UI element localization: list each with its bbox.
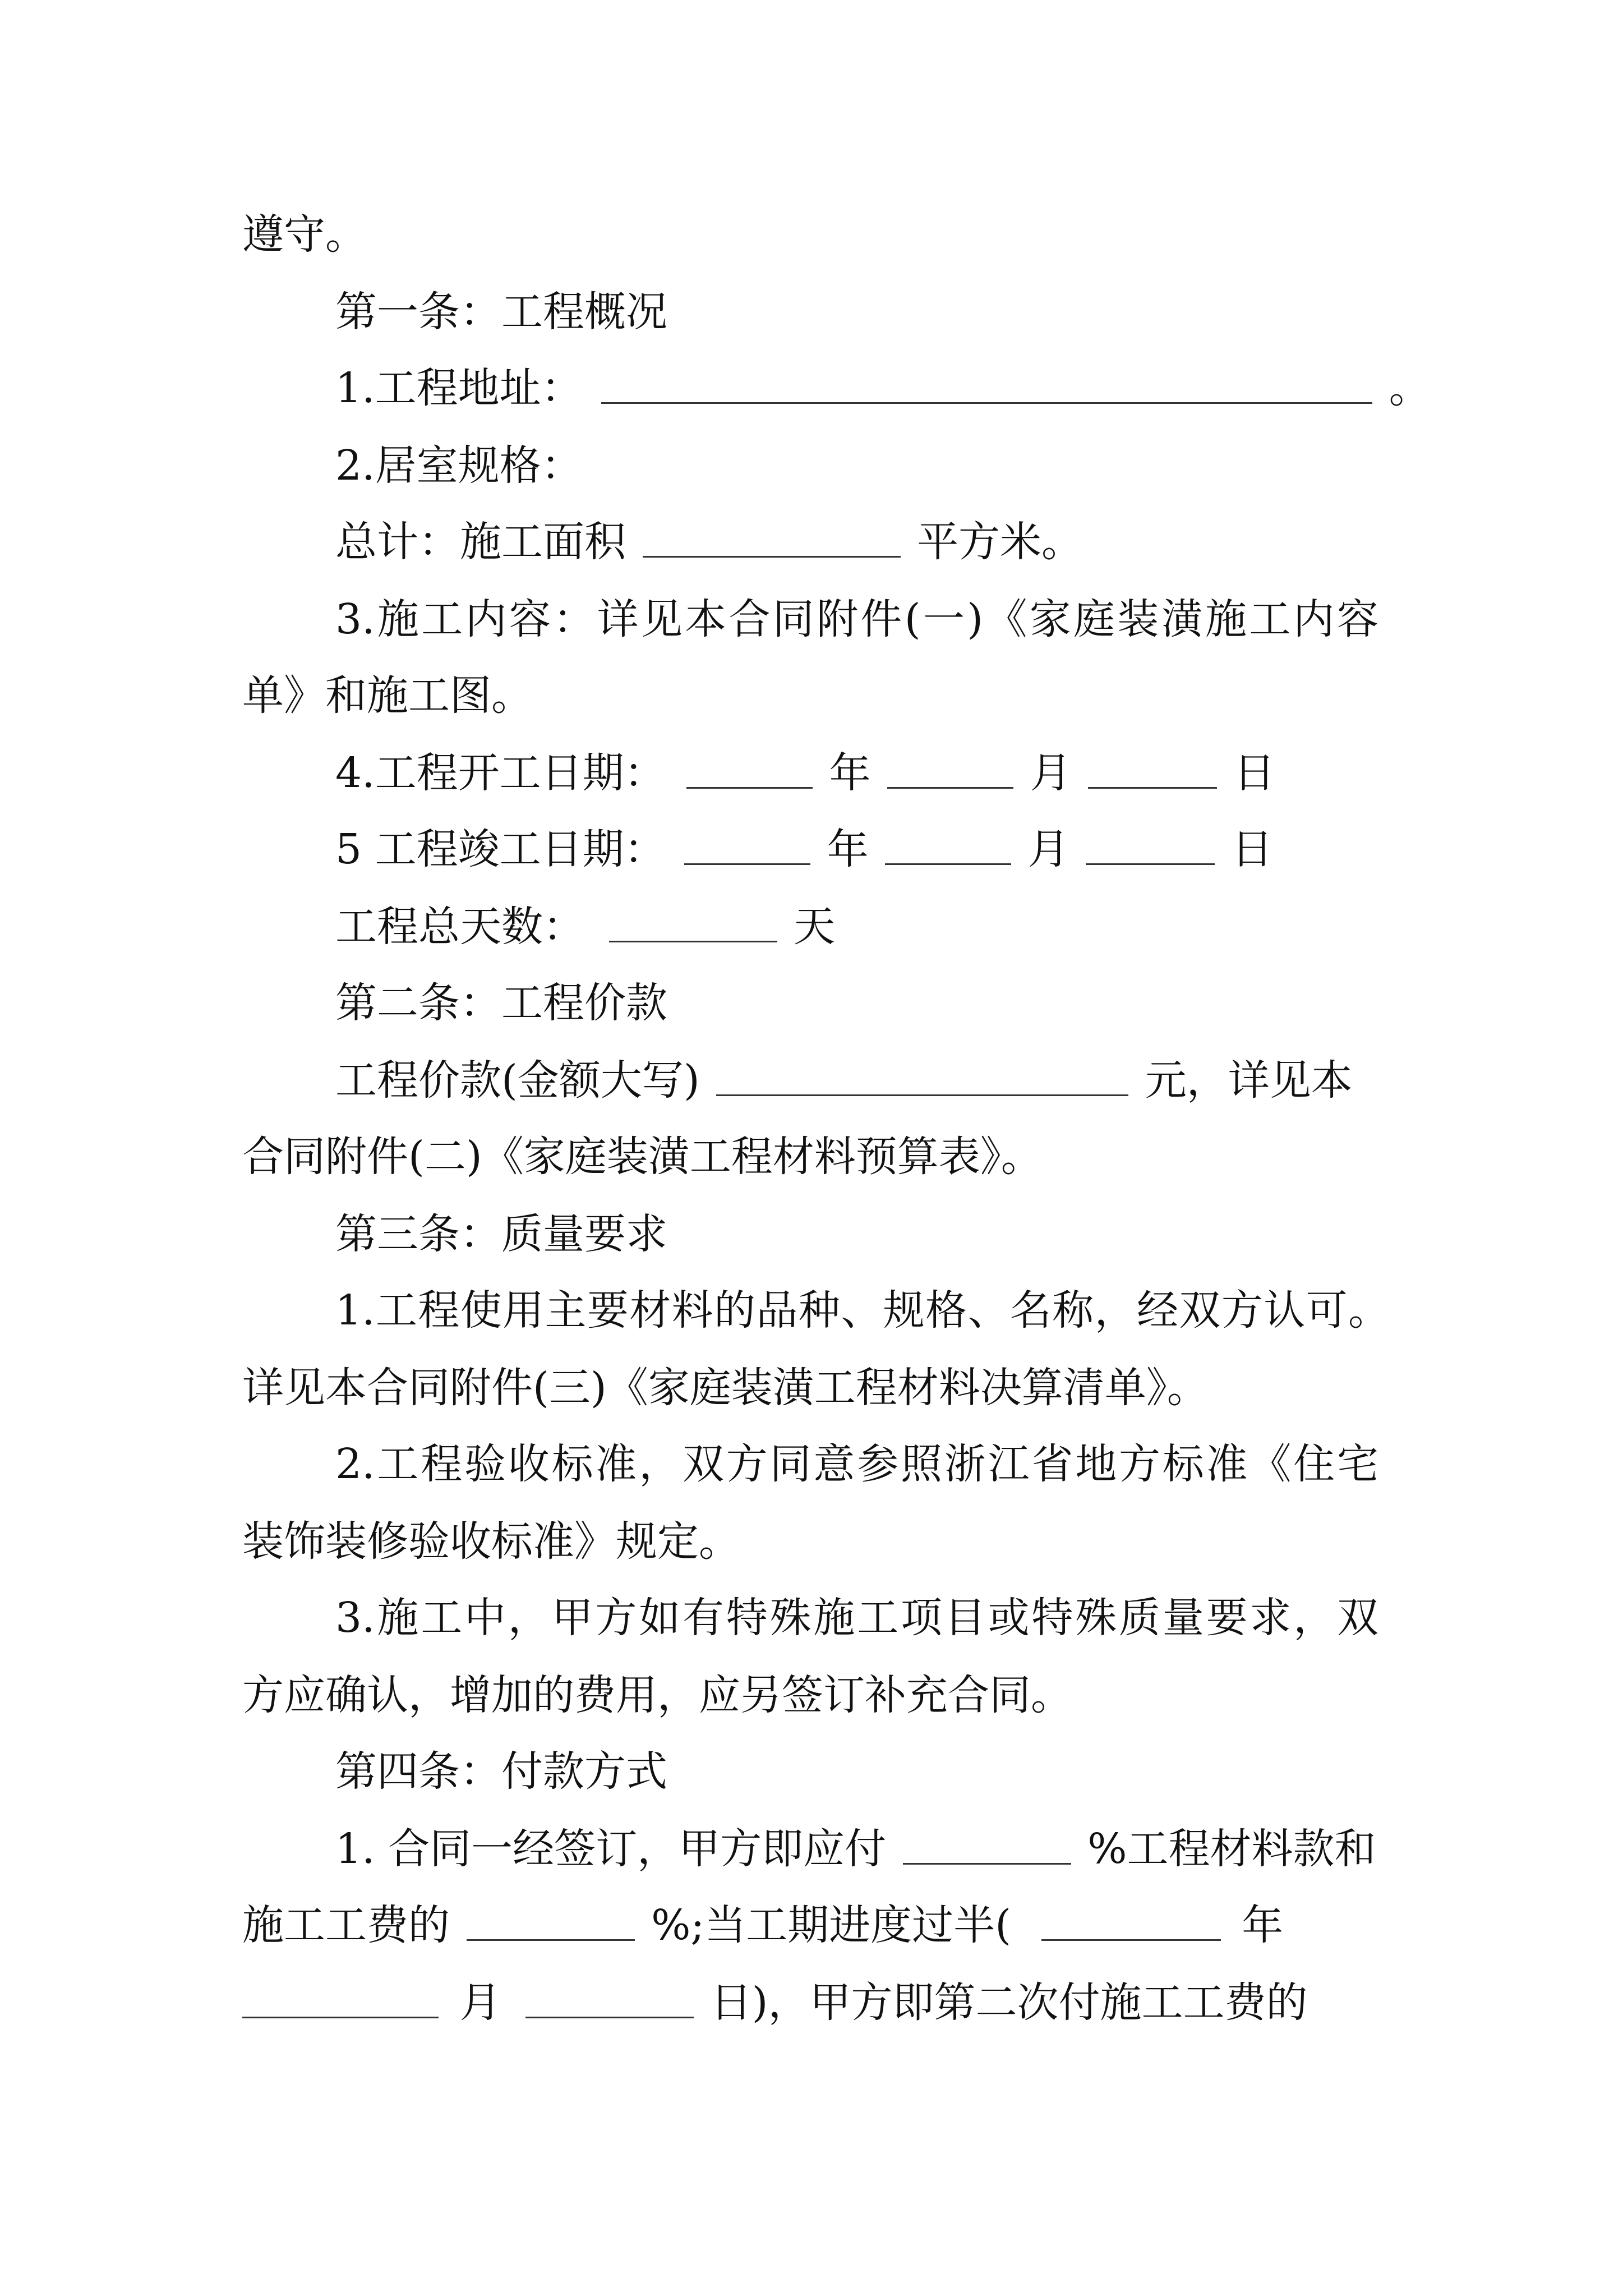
first-payment-percent-blank[interactable]: [903, 1821, 1071, 1877]
end-date-line: [335, 821, 1273, 877]
line-text: 1.工程使用主要材料的品种、规格、名称，经双方认可。: [335, 1286, 1390, 1335]
end-date-label: 5 工程竣工日期：: [335, 825, 666, 873]
start-month-blank[interactable]: [887, 745, 1013, 801]
paragraph-line: [242, 1667, 1072, 1723]
half-progress-month-blank[interactable]: [242, 1975, 439, 2031]
end-day-blank[interactable]: [1086, 821, 1215, 877]
paragraph-line: [242, 668, 533, 724]
year-label: 年: [1242, 1901, 1284, 1949]
day-label: 日: [1233, 749, 1275, 797]
day-label: 日: [1231, 825, 1273, 873]
section-heading-3: [335, 1206, 667, 1262]
area-blank[interactable]: [643, 514, 901, 570]
paragraph-line: [335, 591, 1378, 647]
payment-line-3: [242, 1975, 1307, 2031]
total-days-label: 工程总天数：: [335, 903, 584, 951]
area-unit: 平方米。: [917, 518, 1083, 566]
paragraph-line: [242, 1129, 1043, 1185]
line-text: 方应确认，增加的费用，应另签订补充合同。: [242, 1671, 1072, 1719]
line-text: 合同附件(二)《家庭装潢工程材料预算表》。: [242, 1133, 1043, 1181]
line-text: %;当工期进度过半(: [651, 1901, 1012, 1949]
paragraph-line: [242, 1513, 740, 1570]
line-end: 。: [1389, 364, 1431, 412]
line-text: 2.居室规格：: [335, 441, 583, 490]
half-progress-year-blank[interactable]: [1041, 1897, 1221, 1953]
price-line: [335, 1052, 1353, 1108]
line-text: %工程材料款和: [1087, 1825, 1376, 1873]
heading-text: 第三条：质量要求: [335, 1210, 667, 1258]
heading-text: 第一条：工程概况: [335, 288, 667, 336]
price-label: 工程价款(金额大写): [335, 1056, 700, 1105]
line-text: 3.施工内容：详见本合同附件(一)《家庭装潢施工内容: [335, 595, 1378, 643]
room-spec-line: [335, 438, 583, 494]
paragraph-line: [242, 1360, 1209, 1416]
address-blank[interactable]: [601, 360, 1372, 416]
area-line: [335, 514, 1083, 570]
line-text: 单》和施工图。: [242, 671, 533, 720]
year-label: 年: [829, 749, 871, 797]
paragraph-line: [242, 206, 367, 263]
month-label: 月: [1027, 825, 1069, 873]
year-label: 年: [827, 825, 869, 873]
payment-line-2: [242, 1897, 1283, 1953]
section-heading-1: [335, 284, 667, 340]
days-unit: 天: [794, 903, 836, 951]
end-year-blank[interactable]: [684, 821, 810, 877]
line-text: 3.施工中，甲方如有特殊施工项目或特殊质量要求，双: [335, 1594, 1378, 1642]
price-blank[interactable]: [716, 1052, 1128, 1108]
line-text: 装饰装修验收标准》规定。: [242, 1517, 740, 1566]
line-text: 2.工程验收标准，双方同意参照浙江省地方标准《住宅: [335, 1440, 1378, 1488]
start-date-label: 4.工程开工日期：: [335, 749, 666, 797]
address-line: [335, 360, 1431, 416]
heading-text: 第二条：工程价款: [335, 979, 667, 1027]
line-text: 详见本合同附件(三)《家庭装潢工程材料决算清单》。: [242, 1364, 1209, 1412]
half-progress-day-blank[interactable]: [525, 1975, 694, 2031]
paragraph-line: [335, 1590, 1378, 1646]
month-label: 月: [1030, 749, 1072, 797]
line-text: 遵守。: [242, 210, 367, 259]
month-label: 月: [459, 1978, 501, 2027]
start-date-line: [335, 745, 1275, 801]
paragraph-line: [335, 1436, 1378, 1492]
section-heading-2: [335, 975, 667, 1031]
heading-text: 第四条：付款方式: [335, 1747, 667, 1796]
start-year-blank[interactable]: [686, 745, 813, 801]
total-days-blank[interactable]: [609, 899, 777, 955]
line-text: 施工工费的: [242, 1901, 450, 1949]
payment-line-1: [335, 1821, 1376, 1877]
start-day-blank[interactable]: [1088, 745, 1217, 801]
end-month-blank[interactable]: [885, 821, 1011, 877]
address-label: 1.工程地址：: [335, 364, 583, 412]
line-text: 1. 合同一经签订，甲方即应付: [335, 1825, 887, 1873]
line-text: 元，详见本: [1145, 1056, 1353, 1105]
total-days-line: [335, 899, 835, 955]
section-heading-4: [335, 1743, 667, 1800]
area-label: 总计：施工面积: [335, 518, 626, 566]
line-text: 日)，甲方即第二次付施工工费的: [710, 1978, 1308, 2027]
paragraph-line: [335, 1282, 1390, 1338]
labor-fee-percent-blank[interactable]: [467, 1897, 635, 1953]
